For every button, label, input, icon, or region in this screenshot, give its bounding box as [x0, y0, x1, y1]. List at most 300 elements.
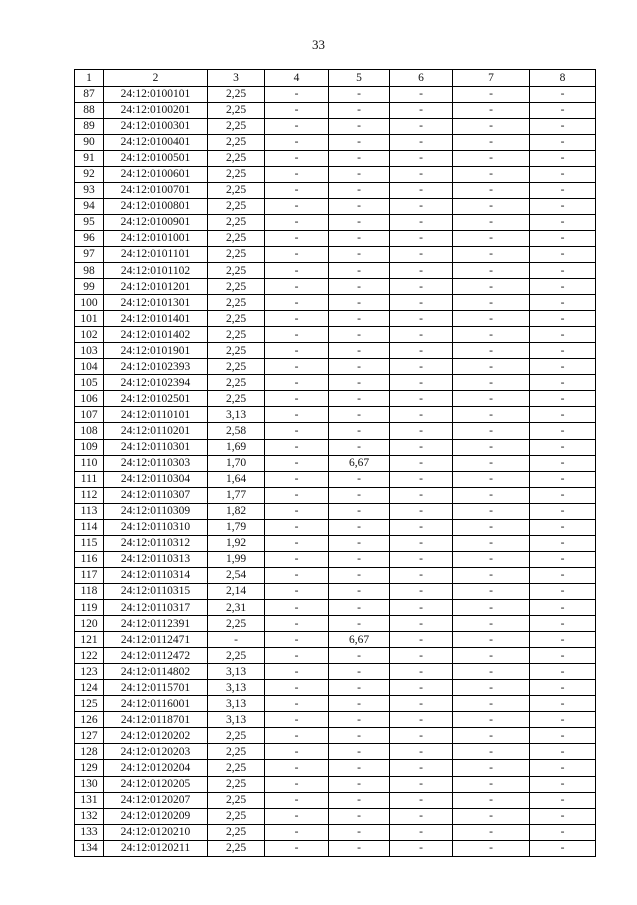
table-cell: 24:12:0120210 [104, 824, 208, 840]
table-cell: - [453, 503, 530, 519]
table-cell: - [453, 150, 530, 166]
table-row [75, 134, 596, 150]
table-cell: 24:12:0120207 [104, 792, 208, 808]
table-cell: - [265, 600, 329, 616]
table-row [75, 535, 596, 551]
table-cell: - [390, 214, 453, 230]
table-cell: 111 [75, 471, 104, 487]
table-cell: - [265, 198, 329, 214]
table-cell: - [390, 134, 453, 150]
table-cell: - [265, 439, 329, 455]
table-cell: 114 [75, 519, 104, 535]
table-cell: - [530, 808, 596, 824]
table-cell: 2,25 [208, 230, 265, 246]
table-cell: - [390, 311, 453, 327]
table-cell: 129 [75, 760, 104, 776]
table-cell: - [390, 407, 453, 423]
table-cell: 90 [75, 134, 104, 150]
table-row [75, 246, 596, 262]
table-cell: - [453, 311, 530, 327]
table-cell: - [390, 359, 453, 375]
table-cell: 2,25 [208, 343, 265, 359]
table-cell: 2,25 [208, 327, 265, 343]
table-cell: - [265, 551, 329, 567]
table-cell: - [390, 86, 453, 102]
table-cell: 24:12:0112472 [104, 648, 208, 664]
table-cell: - [265, 664, 329, 680]
table-cell: - [265, 295, 329, 311]
table-cell: - [329, 792, 390, 808]
table-cell: - [265, 487, 329, 503]
table-cell: - [390, 166, 453, 182]
table-cell: - [390, 744, 453, 760]
table-row [75, 519, 596, 535]
table-cell: - [329, 567, 390, 583]
table-cell: - [390, 423, 453, 439]
table-row [75, 680, 596, 696]
table-row [75, 567, 596, 583]
table-cell: - [453, 407, 530, 423]
data-table [74, 69, 596, 857]
table-cell: 24:12:0112471 [104, 632, 208, 648]
table-cell: 24:12:0110314 [104, 567, 208, 583]
table-cell: 2,25 [208, 824, 265, 840]
table-cell: 24:12:0100701 [104, 182, 208, 198]
table-cell: - [265, 728, 329, 744]
table-cell: 3,13 [208, 680, 265, 696]
table-cell: - [329, 375, 390, 391]
table-cell: - [390, 567, 453, 583]
table-cell: 2,25 [208, 776, 265, 792]
table-row [75, 600, 596, 616]
table-cell: - [530, 744, 596, 760]
table-cell: 1,92 [208, 535, 265, 551]
table-row [75, 728, 596, 744]
table-cell: 24:12:0120205 [104, 776, 208, 792]
table-cell: 24:12:0100901 [104, 214, 208, 230]
table-cell: - [390, 648, 453, 664]
table-row [75, 327, 596, 343]
table-cell: - [265, 471, 329, 487]
table-cell: - [329, 664, 390, 680]
table-cell: - [390, 519, 453, 535]
table-row [75, 776, 596, 792]
table-cell: 24:12:0110313 [104, 551, 208, 567]
table-cell: 104 [75, 359, 104, 375]
table-cell: - [265, 792, 329, 808]
table-cell: - [530, 391, 596, 407]
table-cell: 122 [75, 648, 104, 664]
table-cell: 95 [75, 214, 104, 230]
table-cell: - [530, 407, 596, 423]
table-cell: - [530, 375, 596, 391]
table-cell: - [530, 487, 596, 503]
table-cell: - [390, 824, 453, 840]
table-cell: 2,25 [208, 182, 265, 198]
table-cell: - [530, 263, 596, 279]
table-cell: - [329, 535, 390, 551]
table-cell: - [453, 279, 530, 295]
table-row [75, 792, 596, 808]
table-cell: - [329, 487, 390, 503]
table-cell: 24:12:0101901 [104, 343, 208, 359]
page-number: 33 [312, 37, 325, 52]
table-cell: 2,25 [208, 728, 265, 744]
table-cell: - [390, 583, 453, 599]
table-cell: 24:12:0100301 [104, 118, 208, 134]
table-cell: - [329, 583, 390, 599]
table-cell: 24:12:0110201 [104, 423, 208, 439]
table-cell: 1,99 [208, 551, 265, 567]
table-cell: - [329, 134, 390, 150]
table-row [75, 616, 596, 632]
table-cell: 110 [75, 455, 104, 471]
table-cell: - [453, 327, 530, 343]
table-cell: 116 [75, 551, 104, 567]
table-cell: - [329, 808, 390, 824]
table-cell: - [530, 824, 596, 840]
table-cell: 132 [75, 808, 104, 824]
table-cell: - [530, 696, 596, 712]
table-cell: - [329, 295, 390, 311]
table-cell: - [329, 230, 390, 246]
table-cell: 88 [75, 102, 104, 118]
table-cell: - [530, 567, 596, 583]
table-cell: 87 [75, 86, 104, 102]
table-cell: 128 [75, 744, 104, 760]
table-cell: - [329, 471, 390, 487]
table-cell: 2,31 [208, 600, 265, 616]
table-cell: 24:12:0110315 [104, 583, 208, 599]
table-cell: - [265, 648, 329, 664]
table-cell: 24:12:0116001 [104, 696, 208, 712]
table-cell: - [530, 760, 596, 776]
table-cell: 112 [75, 487, 104, 503]
table-cell: - [453, 583, 530, 599]
table-cell: - [329, 728, 390, 744]
table-cell: 1,82 [208, 503, 265, 519]
table-row [75, 648, 596, 664]
table-row [75, 295, 596, 311]
table-cell: - [530, 792, 596, 808]
table-cell: 24:12:0114802 [104, 664, 208, 680]
table-cell: - [390, 182, 453, 198]
table-cell: - [390, 503, 453, 519]
table-row [75, 311, 596, 327]
table-cell: - [390, 792, 453, 808]
table-cell: - [390, 616, 453, 632]
table-cell: - [530, 118, 596, 134]
table-cell: - [265, 567, 329, 583]
table-cell: - [390, 263, 453, 279]
table-cell: - [265, 712, 329, 728]
table-cell: - [265, 744, 329, 760]
table-cell: - [329, 279, 390, 295]
table-cell: - [329, 246, 390, 262]
table-row [75, 503, 596, 519]
table-cell: 2,25 [208, 760, 265, 776]
table-cell: 2,25 [208, 263, 265, 279]
table-cell: - [390, 375, 453, 391]
table-cell: - [453, 600, 530, 616]
table-cell: - [265, 279, 329, 295]
table-row [75, 230, 596, 246]
table-cell: - [453, 792, 530, 808]
table-row [75, 391, 596, 407]
table-cell: - [453, 295, 530, 311]
table-cell: - [390, 776, 453, 792]
table-cell: 24:12:0101401 [104, 311, 208, 327]
table-cell: 2,14 [208, 583, 265, 599]
table-cell: - [329, 840, 390, 856]
table-cell: - [390, 246, 453, 262]
table-row [75, 744, 596, 760]
table-cell: - [390, 600, 453, 616]
table-cell: - [530, 455, 596, 471]
table-cell: 117 [75, 567, 104, 583]
table-cell: - [453, 776, 530, 792]
table-row [75, 808, 596, 824]
table-cell: - [390, 439, 453, 455]
table-cell: - [265, 102, 329, 118]
table-cell: 6,67 [329, 455, 390, 471]
table-row [75, 359, 596, 375]
column-header: 3 [208, 70, 265, 87]
table-cell: - [453, 86, 530, 102]
table-cell: 121 [75, 632, 104, 648]
table-header-row [75, 70, 596, 87]
table-cell: - [530, 503, 596, 519]
table-cell: - [530, 439, 596, 455]
table-cell: 2,25 [208, 840, 265, 856]
table-cell: - [265, 327, 329, 343]
table-cell: - [390, 391, 453, 407]
table-cell: - [530, 327, 596, 343]
table-cell: - [453, 824, 530, 840]
table-cell: - [390, 102, 453, 118]
table-cell: 101 [75, 311, 104, 327]
table-cell: 2,25 [208, 648, 265, 664]
table-cell: 24:12:0102501 [104, 391, 208, 407]
table-cell: - [265, 263, 329, 279]
table-cell: 2,25 [208, 792, 265, 808]
table-cell: - [329, 551, 390, 567]
table-cell: - [390, 343, 453, 359]
table-cell: - [265, 455, 329, 471]
table-cell: - [390, 808, 453, 824]
table-cell: - [530, 583, 596, 599]
table-cell: 94 [75, 198, 104, 214]
table-cell: - [390, 712, 453, 728]
table-cell: - [265, 503, 329, 519]
table-cell: 103 [75, 343, 104, 359]
table-cell: 24:12:0100801 [104, 198, 208, 214]
table-cell: 120 [75, 616, 104, 632]
table-cell: 2,25 [208, 616, 265, 632]
table-cell: - [265, 407, 329, 423]
table-cell: 24:12:0100501 [104, 150, 208, 166]
table-cell: 2,25 [208, 311, 265, 327]
table-cell: 97 [75, 246, 104, 262]
table-row [75, 487, 596, 503]
table-cell: - [265, 134, 329, 150]
table-row [75, 182, 596, 198]
table-cell: 24:12:0100101 [104, 86, 208, 102]
table-cell: - [329, 600, 390, 616]
table-cell: - [390, 760, 453, 776]
table-cell: - [329, 616, 390, 632]
table-cell: - [265, 616, 329, 632]
table-cell: - [453, 359, 530, 375]
table-cell: - [390, 632, 453, 648]
table-cell: 24:12:0120204 [104, 760, 208, 776]
table-cell: - [329, 503, 390, 519]
table-cell: - [453, 696, 530, 712]
table-cell: - [329, 423, 390, 439]
table-cell: - [453, 567, 530, 583]
table-cell: 2,25 [208, 279, 265, 295]
table-cell: - [265, 632, 329, 648]
table-cell: - [329, 150, 390, 166]
table-cell: 1,69 [208, 439, 265, 455]
table-cell: - [265, 375, 329, 391]
table-cell: 24:12:0110304 [104, 471, 208, 487]
table-row [75, 118, 596, 134]
column-header: 4 [265, 70, 329, 87]
table-cell: - [453, 166, 530, 182]
table-cell: - [329, 311, 390, 327]
table-cell: 3,13 [208, 664, 265, 680]
column-header: 7 [453, 70, 530, 87]
table-cell: - [265, 214, 329, 230]
table-cell: - [530, 343, 596, 359]
table-cell: - [329, 712, 390, 728]
table-cell: - [390, 150, 453, 166]
table-cell: - [265, 343, 329, 359]
table-cell: - [329, 86, 390, 102]
table-cell: - [530, 471, 596, 487]
table-cell: - [453, 519, 530, 535]
table-cell: - [453, 760, 530, 776]
table-cell: 24:12:0101102 [104, 263, 208, 279]
table-cell: - [530, 664, 596, 680]
table-cell: - [530, 712, 596, 728]
table-cell: - [390, 664, 453, 680]
table-cell: 24:12:0100401 [104, 134, 208, 150]
table-cell: - [453, 375, 530, 391]
table-cell: - [208, 632, 265, 648]
table-cell: 126 [75, 712, 104, 728]
table-row [75, 840, 596, 856]
table-cell: - [390, 680, 453, 696]
table-cell: - [329, 648, 390, 664]
table-cell: - [265, 535, 329, 551]
table-cell: - [453, 664, 530, 680]
table-cell: - [453, 616, 530, 632]
table-cell: - [329, 214, 390, 230]
table-cell: 2,25 [208, 150, 265, 166]
table-cell: 24:12:0120203 [104, 744, 208, 760]
table-cell: 115 [75, 535, 104, 551]
table-row [75, 375, 596, 391]
table-cell: - [329, 696, 390, 712]
table-cell: - [329, 102, 390, 118]
table-cell: - [329, 680, 390, 696]
table-row [75, 632, 596, 648]
table-cell: 24:12:0101402 [104, 327, 208, 343]
table-cell: - [390, 327, 453, 343]
table-cell: 24:12:0110309 [104, 503, 208, 519]
table-cell: 96 [75, 230, 104, 246]
table-row [75, 198, 596, 214]
table-cell: 24:12:0101101 [104, 246, 208, 262]
table-cell: - [453, 198, 530, 214]
table-cell: 3,13 [208, 696, 265, 712]
table-cell: - [453, 182, 530, 198]
table-cell: - [265, 86, 329, 102]
table-cell: - [453, 632, 530, 648]
table-cell: - [530, 680, 596, 696]
table-cell: 24:12:0101201 [104, 279, 208, 295]
table-cell: 2,25 [208, 198, 265, 214]
table-row [75, 214, 596, 230]
table-cell: - [390, 279, 453, 295]
table-cell: - [329, 359, 390, 375]
table-cell: 124 [75, 680, 104, 696]
table-cell: 89 [75, 118, 104, 134]
table-cell: - [329, 776, 390, 792]
table-cell: 24:12:0110312 [104, 535, 208, 551]
table-cell: 2,58 [208, 423, 265, 439]
table-cell: - [265, 182, 329, 198]
table-cell: - [453, 551, 530, 567]
table-cell: 2,25 [208, 808, 265, 824]
table-cell: - [530, 295, 596, 311]
table-row [75, 455, 596, 471]
column-header: 8 [530, 70, 596, 87]
table-cell: 93 [75, 182, 104, 198]
table-cell: - [265, 824, 329, 840]
table-cell: 2,25 [208, 86, 265, 102]
table-cell: - [530, 728, 596, 744]
table-cell: - [453, 728, 530, 744]
table-cell: 3,13 [208, 712, 265, 728]
table-cell: 1,77 [208, 487, 265, 503]
table-cell: - [390, 696, 453, 712]
table-cell: 131 [75, 792, 104, 808]
table-cell: - [265, 246, 329, 262]
table-cell: 24:12:0110301 [104, 439, 208, 455]
table-cell: 24:12:0118701 [104, 712, 208, 728]
table-cell: 109 [75, 439, 104, 455]
table-cell: - [453, 712, 530, 728]
table-cell: - [530, 632, 596, 648]
table-row [75, 86, 596, 102]
table-cell: - [329, 519, 390, 535]
table-cell: - [530, 519, 596, 535]
table-cell: 24:12:0101001 [104, 230, 208, 246]
table-cell: - [453, 439, 530, 455]
table-cell: - [530, 166, 596, 182]
table-cell: 119 [75, 600, 104, 616]
table-cell: 24:12:0100201 [104, 102, 208, 118]
table-cell: - [530, 150, 596, 166]
table-cell: - [265, 311, 329, 327]
table-cell: - [265, 423, 329, 439]
table-row [75, 102, 596, 118]
table-cell: 2,25 [208, 295, 265, 311]
table-row [75, 343, 596, 359]
